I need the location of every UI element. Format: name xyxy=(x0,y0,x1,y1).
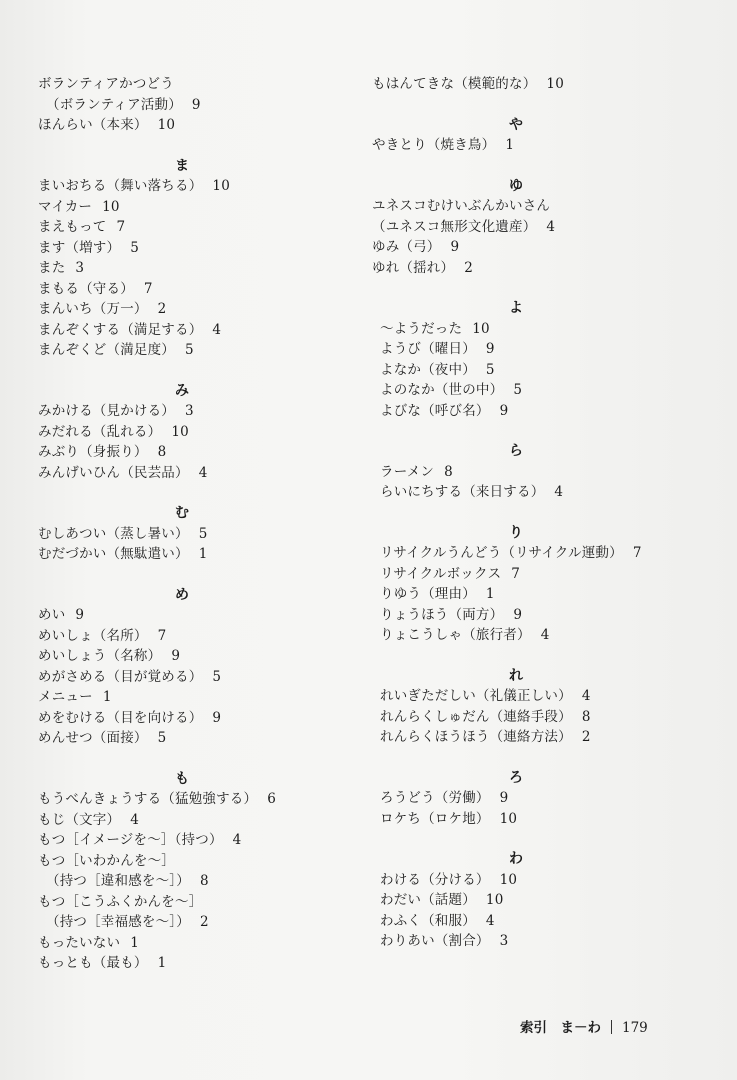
index-entry xyxy=(372,564,702,585)
index-entry-term: めをむける（目を向ける） xyxy=(38,709,203,726)
index-entry-unit-number: 1 xyxy=(157,955,167,971)
index-entry-unit-number: 10 xyxy=(157,117,176,133)
index-entry-unit-number: 5 xyxy=(157,730,167,746)
index-entry-unit-number: 5 xyxy=(485,361,495,378)
index-entry-term: めい xyxy=(38,607,66,623)
index-entry xyxy=(38,851,338,872)
index-entry-unit-number: 1 xyxy=(198,546,208,562)
index-entry xyxy=(372,135,702,156)
index-entry xyxy=(372,911,702,932)
index-column-left xyxy=(38,74,338,974)
index-entry-unit-number: 10 xyxy=(546,76,564,92)
index-entry-term: みんげいひん（民芸品） xyxy=(38,464,189,481)
index-entry-term: らいにちする（来日する） xyxy=(380,484,545,500)
index-entry xyxy=(372,809,702,830)
index-entry xyxy=(372,401,702,422)
index-entry-term: めがさめる（目が覚める） xyxy=(38,668,203,685)
index-entry-unit-number: 7 xyxy=(632,545,642,561)
index-entry xyxy=(372,237,702,258)
index-entry-term: もはんてきな（模範的な） xyxy=(372,76,537,92)
index-entry-unit-number: 2 xyxy=(581,729,591,745)
page-footer xyxy=(520,1016,648,1036)
index-entry xyxy=(372,931,702,952)
index-entry-term: わりあい（割合） xyxy=(380,933,490,949)
index-entry-term: もつ［こうふくかんを～］ xyxy=(38,893,203,910)
index-entry-unit-number: 9 xyxy=(191,96,201,113)
index-section-heading: も xyxy=(175,770,189,787)
index-entry xyxy=(38,912,338,933)
index-entry-term: ようび（曜日） xyxy=(380,341,476,357)
index-entry-term: まえもって xyxy=(38,219,107,235)
index-entry xyxy=(372,217,702,238)
index-entry-term: メニュー xyxy=(38,689,93,705)
index-entry-term: まいおちる（舞い落ちる） xyxy=(38,178,203,194)
index-entry xyxy=(372,258,702,279)
index-entry xyxy=(372,625,702,646)
index-section-heading: り xyxy=(509,524,523,541)
index-section-heading: よ xyxy=(509,300,523,316)
index-entry-term: ボランティアかつどう xyxy=(38,76,174,92)
index-entry-term: リサイクルうんどう（リサイクル運動） xyxy=(380,545,623,561)
index-entry-unit-number: 5 xyxy=(185,342,194,358)
index-entry-term: マイカー xyxy=(38,198,93,215)
index-entry xyxy=(38,115,338,136)
index-entry-unit-number: 9 xyxy=(499,402,509,419)
index-entry-unit-number: 6 xyxy=(267,791,276,807)
index-section-heading: め xyxy=(175,586,189,603)
index-entry-unit-number: 5 xyxy=(513,382,523,398)
index-section-heading: ら xyxy=(509,443,523,459)
index-entry-unit-number: 4 xyxy=(546,218,556,235)
index-entry xyxy=(372,727,702,748)
index-entry xyxy=(38,74,338,95)
index-section-heading: れ xyxy=(509,667,523,684)
index-section-heading: わ xyxy=(509,851,523,867)
index-entry-unit-number: 4 xyxy=(554,484,564,500)
index-entry-unit-number: 2 xyxy=(199,914,209,930)
index-entry-term: よのなか（世の中） xyxy=(380,382,504,398)
index-entry-term: もつ［イメージを～］（持つ） xyxy=(38,832,223,848)
index-entry-unit-number: 9 xyxy=(513,606,523,623)
index-column-right xyxy=(372,74,702,952)
index-entry-unit-number: 9 xyxy=(75,607,85,623)
index-entry-term: まんぞくする（満足する） xyxy=(38,321,203,338)
index-entry-unit-number: 10 xyxy=(212,178,230,194)
index-entry-unit-number: 4 xyxy=(540,627,550,643)
index-entry-unit-number: 9 xyxy=(171,648,181,664)
index-entry xyxy=(38,401,338,422)
index-entry-unit-number: 7 xyxy=(116,219,126,235)
index-entry xyxy=(38,217,338,238)
index-entry xyxy=(38,238,338,259)
index-entry xyxy=(38,422,338,443)
index-section-heading: ろ xyxy=(509,769,523,786)
index-entry-unit-number: 3 xyxy=(185,403,194,419)
index-entry-term: りゆう（理由） xyxy=(380,586,476,602)
index-entry-term: りょこうしゃ（旅行者） xyxy=(380,627,531,643)
footer-divider xyxy=(611,1020,612,1034)
index-entry-unit-number: 7 xyxy=(143,280,153,297)
index-entry xyxy=(372,74,702,95)
index-entry-term: めいしょ（名所） xyxy=(38,627,148,644)
index-entry-term: もうべんきょうする（猛勉強する） xyxy=(38,791,258,807)
index-entry-unit-number: 4 xyxy=(581,688,591,704)
index-entry-unit-number: 3 xyxy=(75,260,85,276)
index-entry xyxy=(372,482,702,503)
index-entry xyxy=(372,380,702,401)
index-entry-term: ロケち（ロケ地） xyxy=(380,810,490,827)
index-entry-term: （ユネスコ無形文化遺産） xyxy=(372,218,537,235)
index-entry-term: リサイクルボックス xyxy=(380,565,502,582)
index-entry-term: もっとも（最も） xyxy=(38,955,148,971)
index-entry xyxy=(38,605,338,626)
index-entry-unit-number: 4 xyxy=(198,464,208,481)
index-entry-term: むしあつい（蒸し暑い） xyxy=(38,525,189,542)
index-entry xyxy=(38,299,338,320)
index-entry-term: まんいち（万一） xyxy=(38,301,148,317)
index-entry-term: ゆれ（揺れ） xyxy=(372,259,455,276)
index-entry xyxy=(38,258,338,279)
index-entry-term: また xyxy=(38,260,66,276)
index-entry xyxy=(372,543,702,564)
index-section-heading: み xyxy=(175,382,189,399)
index-entry xyxy=(38,320,338,341)
index-entry xyxy=(38,687,338,708)
index-entry xyxy=(38,340,338,361)
index-entry-term: よなか（夜中） xyxy=(380,361,476,378)
index-entry-term: （持つ［幸福感を～］） xyxy=(46,914,190,930)
index-entry xyxy=(38,892,338,913)
index-entry-unit-number: 9 xyxy=(485,341,495,357)
index-entry-term: れいぎただしい（礼儀正しい） xyxy=(380,688,572,704)
index-entry-term: もつ［いわかんを～］ xyxy=(38,852,175,869)
index-entry xyxy=(372,319,702,340)
index-entry xyxy=(372,360,702,381)
index-entry-term: ます（増す） xyxy=(38,239,121,256)
index-entry xyxy=(38,442,338,463)
index-entry xyxy=(38,667,338,688)
index-entry-unit-number: 10 xyxy=(485,892,504,908)
index-entry xyxy=(38,728,338,749)
index-entry-unit-number: 1 xyxy=(102,689,112,705)
index-entry xyxy=(372,686,702,707)
index-section-heading: ま xyxy=(175,157,189,174)
index-entry-term: めんせつ（面接） xyxy=(38,730,148,746)
index-entry-unit-number: 10 xyxy=(472,320,490,337)
index-entry-unit-number: 10 xyxy=(499,871,518,888)
index-entry-unit-number: 2 xyxy=(157,301,167,317)
index-entry xyxy=(38,646,338,667)
index-entry xyxy=(38,544,338,565)
index-entry xyxy=(372,707,702,728)
index-entry-term: もじ（文字） xyxy=(38,811,121,828)
index-entry xyxy=(38,95,338,116)
index-entry-unit-number: 10 xyxy=(499,810,518,827)
index-entry-unit-number: 1 xyxy=(130,934,139,951)
index-entry-term: やきとり（焼き鳥） xyxy=(372,137,496,153)
index-entry-term: みだれる（乱れる） xyxy=(38,423,162,440)
index-entry xyxy=(372,339,702,360)
index-entry-term: わける（分ける） xyxy=(380,871,490,888)
index-entry-unit-number: 8 xyxy=(157,444,167,460)
index-entry xyxy=(38,871,338,892)
index-entry xyxy=(372,870,702,891)
index-entry-term: （ボランティア活動） xyxy=(46,96,182,113)
index-entry xyxy=(38,176,338,197)
footer-section-label: 索引 ま－わ xyxy=(520,1020,601,1036)
index-entry xyxy=(372,605,702,626)
index-entry-term: まんぞくど（満足度） xyxy=(38,342,175,358)
index-entry-term: ～ようだった xyxy=(380,320,463,337)
index-entry-term: めいしょう（名称） xyxy=(38,648,162,664)
index-entry-term: ほんらい（本来） xyxy=(38,117,148,133)
index-entry-unit-number: 4 xyxy=(130,811,139,828)
index-entry xyxy=(372,462,702,483)
index-entry xyxy=(38,708,338,729)
index-entry-term: よびな（呼び名） xyxy=(380,402,490,419)
index-entry-term: ラーメン xyxy=(380,463,435,480)
index-entry-unit-number: 8 xyxy=(444,463,453,480)
index-entry xyxy=(38,524,338,545)
index-entry-term: みぶり（身振り） xyxy=(38,444,148,460)
index-entry xyxy=(38,830,338,851)
index-entry-term: ゆみ（弓） xyxy=(372,239,441,255)
index-entry-unit-number: 8 xyxy=(199,873,209,889)
index-entry xyxy=(38,810,338,831)
index-entry-term: れんらくほうほう（連絡方法） xyxy=(380,729,572,745)
index-entry-unit-number: 9 xyxy=(499,790,509,806)
index-entry xyxy=(38,463,338,484)
index-entry-unit-number: 10 xyxy=(102,198,120,215)
index-entry-unit-number: 9 xyxy=(212,709,222,726)
index-entry xyxy=(38,789,338,810)
index-entry-unit-number: 1 xyxy=(485,586,495,602)
index-section-heading: む xyxy=(175,505,189,521)
index-entry-term: まもる（守る） xyxy=(38,280,134,297)
index-entry-unit-number: 5 xyxy=(198,525,208,542)
index-entry-unit-number: 4 xyxy=(485,912,495,929)
index-entry-term: ろうどう（労働） xyxy=(380,790,490,806)
index-entry-unit-number: 9 xyxy=(450,239,460,255)
index-entry-unit-number: 7 xyxy=(157,627,167,644)
index-entry xyxy=(372,890,702,911)
index-entry-term: ユネスコむけいぶんかいさん xyxy=(372,198,551,214)
index-entry-unit-number: 2 xyxy=(464,259,473,276)
index-entry-term: わだい（話題） xyxy=(380,892,476,908)
index-entry-term: むだづかい（無駄遣い） xyxy=(38,546,189,562)
index-entry-term: もったいない xyxy=(38,934,121,951)
index-entry-term: わふく（和服） xyxy=(380,912,476,929)
index-entry xyxy=(38,279,338,300)
index-entry-term: みかける（見かける） xyxy=(38,403,175,419)
index-entry-unit-number: 8 xyxy=(581,708,591,725)
index-entry-unit-number: 1 xyxy=(505,137,515,153)
index-entry-term: れんらくしゅだん（連絡手段） xyxy=(380,708,572,725)
index-entry-unit-number: 4 xyxy=(232,832,242,848)
index-entry-term: （持つ［違和感を～］） xyxy=(46,873,190,889)
index-entry-unit-number: 5 xyxy=(212,668,222,685)
index-entry-unit-number: 4 xyxy=(212,321,222,338)
index-entry-unit-number: 5 xyxy=(130,239,139,256)
index-entry-unit-number: 10 xyxy=(171,423,189,440)
index-section-heading: ゆ xyxy=(509,177,523,194)
index-entry xyxy=(38,626,338,647)
index-entry xyxy=(38,933,338,954)
index-entry-unit-number: 3 xyxy=(499,933,509,949)
index-entry-unit-number: 7 xyxy=(511,565,521,582)
index-entry xyxy=(372,788,702,809)
index-entry xyxy=(38,953,338,974)
index-entry xyxy=(372,584,702,605)
index-section-heading: や xyxy=(509,116,523,133)
page-number: 179 xyxy=(622,1020,648,1036)
index-entry xyxy=(38,197,338,218)
index-entry-term: りょうほう（両方） xyxy=(380,606,504,623)
index-entry xyxy=(372,196,702,217)
